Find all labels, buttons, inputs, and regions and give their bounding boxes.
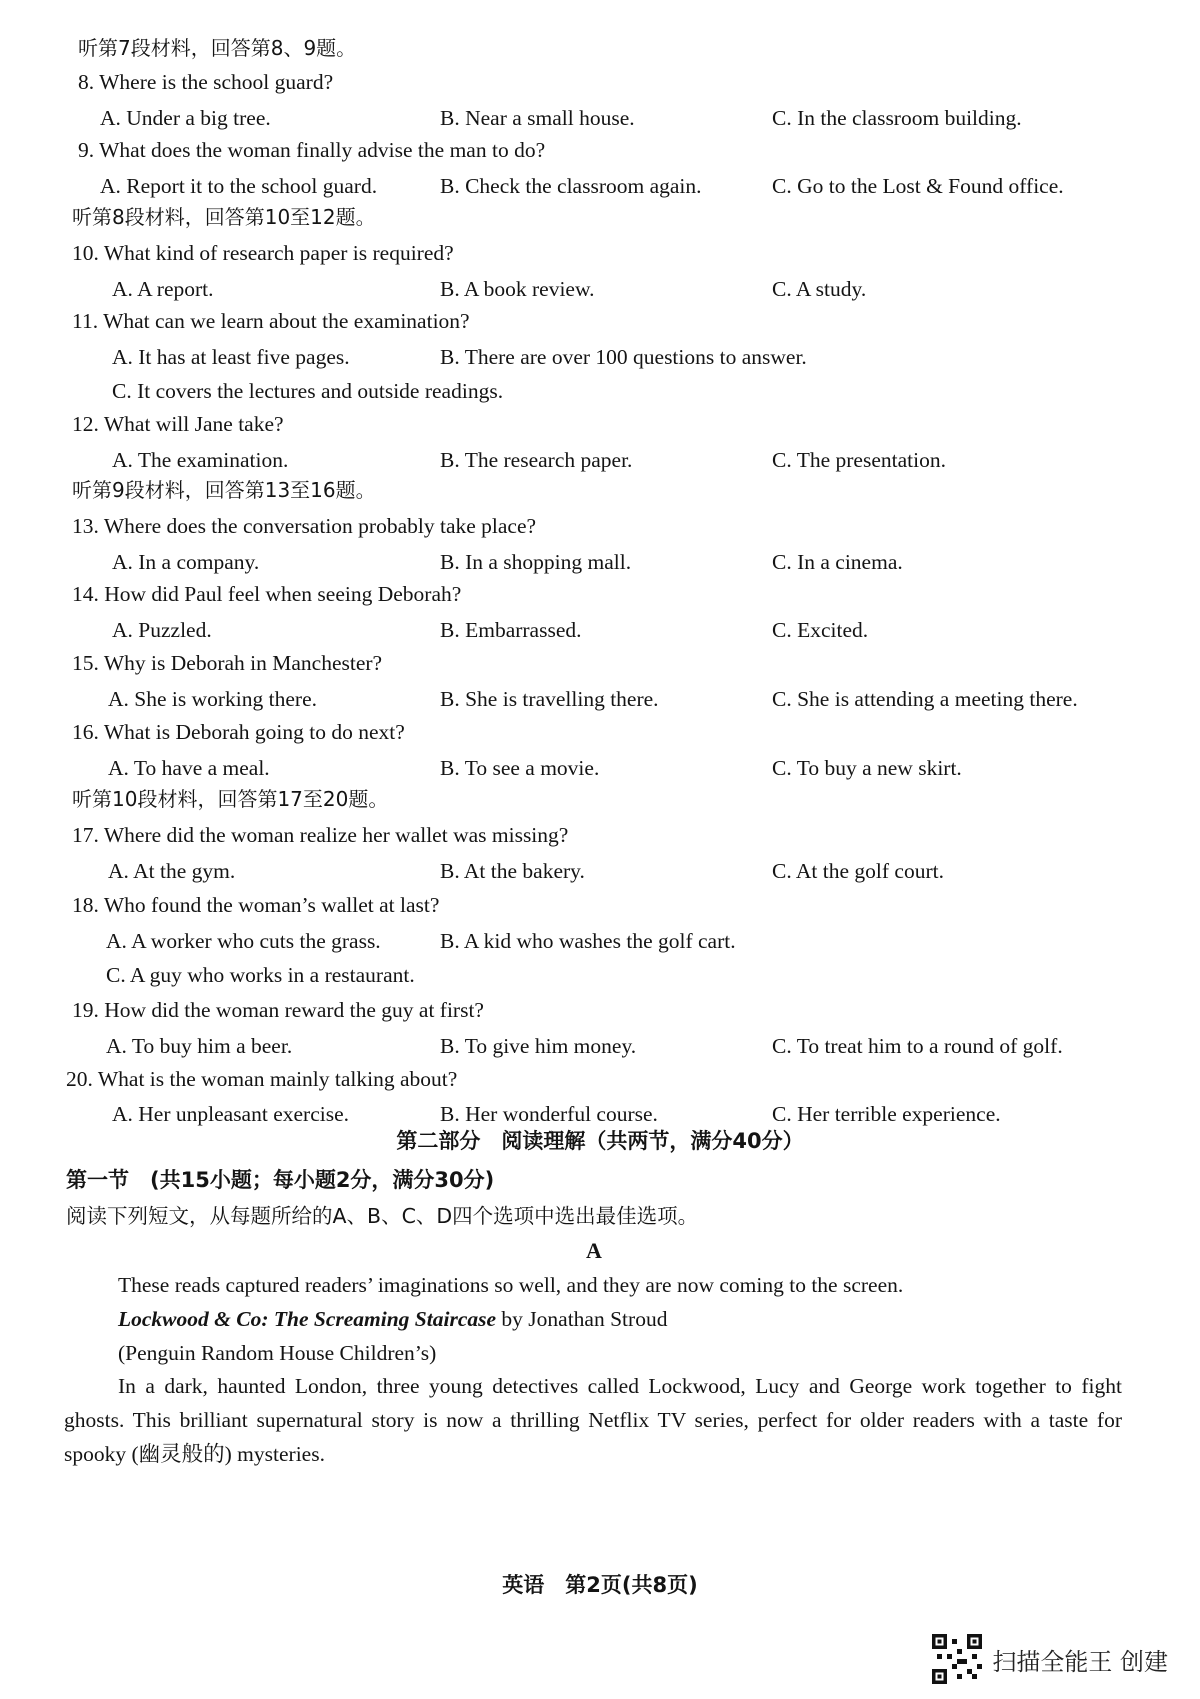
- answer-option: C. To buy a new skirt.: [772, 756, 962, 780]
- question-text: 9. What does the woman finally advise the man to do?: [78, 138, 546, 162]
- answer-option: C. Go to the Lost & Found office.: [772, 174, 1064, 198]
- answer-option: B. At the bakery.: [440, 859, 585, 883]
- answer-option: C. The presentation.: [772, 448, 946, 472]
- answer-option: A. The examination.: [112, 448, 289, 472]
- answer-option: A. A worker who cuts the grass.: [106, 929, 381, 953]
- answer-option: C. A guy who works in a restaurant.: [106, 963, 415, 987]
- answer-option: C. Her terrible experience.: [772, 1102, 1001, 1126]
- section-instruction: 听第8段材料，回答第10至12题。: [72, 205, 376, 229]
- section-instruction: 听第7段材料，回答第8、9题。: [78, 36, 357, 60]
- answer-option: B. Her wonderful course.: [440, 1102, 658, 1126]
- question-text: 20. What is the woman mainly talking about?: [66, 1067, 458, 1091]
- reading-instruction: 阅读下列短文，从每题所给的A、B、C、D四个选项中选出最佳选项。: [66, 1204, 699, 1228]
- question-text: 8. Where is the school guard?: [78, 70, 334, 94]
- question-text: 17. Where did the woman realize her wallet was missing?: [72, 823, 569, 847]
- book-publisher: (Penguin Random House Children’s): [118, 1341, 437, 1365]
- question-text: 12. What will Jane take?: [72, 412, 284, 436]
- qr-code-icon: [932, 1634, 982, 1684]
- answer-option: A. In a company.: [112, 550, 260, 574]
- answer-option: B. A book review.: [440, 277, 595, 301]
- question-text: 11. What can we learn about the examination?: [72, 309, 470, 333]
- answer-option: C. At the golf court.: [772, 859, 944, 883]
- question-text: 16. What is Deborah going to do next?: [72, 720, 405, 744]
- book-line: [118, 1309, 667, 1331]
- watermark-text: 扫描全能王 创建: [992, 1647, 1168, 1676]
- answer-option: B. There are over 100 questions to answer.: [440, 345, 807, 369]
- question-text: 14. How did Paul feel when seeing Deborah?: [72, 582, 462, 606]
- answer-option: A. Puzzled.: [112, 618, 212, 642]
- book-title: Lockwood & Co: The Screaming Staircase: [118, 1307, 497, 1331]
- answer-option: C. Excited.: [772, 618, 869, 642]
- passage-intro: These reads captured readers’ imaginations so well, and they are now coming to the screen.: [118, 1273, 904, 1297]
- answer-option: A. Under a big tree.: [100, 106, 271, 130]
- page-footer: 英语 第2页(共8页): [502, 1573, 698, 1597]
- passage-letter: A: [586, 1238, 602, 1263]
- answer-option: C. In a cinema.: [772, 550, 903, 574]
- question-text: 10. What kind of research paper is required?: [72, 241, 454, 265]
- passage-paragraph: [64, 1369, 1122, 1471]
- answer-option: B. Check the classroom again.: [440, 174, 702, 198]
- part2-title: 第二部分 阅读理解（共两节，满分40分）: [396, 1129, 804, 1153]
- answer-option: A. It has at least five pages.: [112, 345, 350, 369]
- book-author: by Jonathan Stroud: [496, 1307, 668, 1331]
- answer-option: A. Her unpleasant exercise.: [112, 1102, 349, 1126]
- section-instruction: 听第10段材料，回答第17至20题。: [72, 787, 389, 811]
- section1-heading: 第一节 (共15小题；每小题2分，满分30分): [66, 1168, 495, 1192]
- answer-option: C. She is attending a meeting there.: [772, 687, 1078, 711]
- passage-text: In a dark, haunted London, three young detectives called Lockwood, Lucy and George work together to fight ghosts. This brilliant supernatural story is now a thrilling Netflix TV series, perfect for older readers with a taste for spooky (幽灵般的) mysteries.: [64, 1374, 1122, 1466]
- answer-option: B. The research paper.: [440, 448, 633, 472]
- answer-option: C. It covers the lectures and outside readings.: [112, 379, 504, 403]
- answer-option: B. A kid who washes the golf cart.: [440, 929, 736, 953]
- answer-option: B. In a shopping mall.: [440, 550, 632, 574]
- answer-option: B. Embarrassed.: [440, 618, 582, 642]
- answer-option: C. In the classroom building.: [772, 106, 1022, 130]
- answer-option: A. Report it to the school guard.: [100, 174, 378, 198]
- section-instruction: 听第9段材料，回答第13至16题。: [72, 478, 376, 502]
- answer-option: A. At the gym.: [108, 859, 236, 883]
- answer-option: B. Near a small house.: [440, 106, 635, 130]
- question-text: 13. Where does the conversation probably take place?: [72, 514, 537, 538]
- answer-option: C. To treat him to a round of golf.: [772, 1034, 1063, 1058]
- question-text: 15. Why is Deborah in Manchester?: [72, 651, 383, 675]
- answer-option: B. To give him money.: [440, 1034, 637, 1058]
- answer-option: C. A study.: [772, 277, 867, 301]
- answer-option: A. To buy him a beer.: [106, 1034, 293, 1058]
- scanner-watermark: [932, 1634, 1168, 1684]
- answer-option: A. A report.: [112, 277, 214, 301]
- answer-option: A. She is working there.: [108, 687, 317, 711]
- answer-option: B. She is travelling there.: [440, 687, 659, 711]
- question-text: 19. How did the woman reward the guy at first?: [72, 998, 484, 1022]
- answer-option: B. To see a movie.: [440, 756, 600, 780]
- answer-option: A. To have a meal.: [108, 756, 270, 780]
- question-text: 18. Who found the woman’s wallet at last?: [72, 893, 440, 917]
